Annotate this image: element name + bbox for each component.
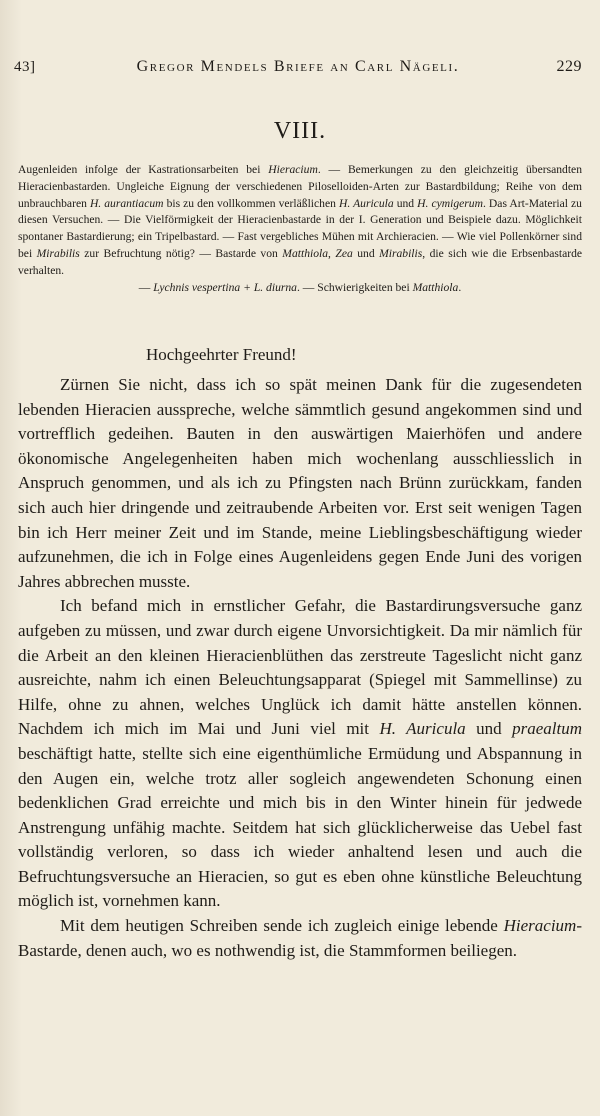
species-name: H. Auricula — [379, 719, 466, 739]
summary-text: zur Befruchtung nötig? — Bastarde von — [79, 246, 283, 260]
letter-number: 43] — [14, 59, 36, 75]
paragraph-text: -Bastarde, denen auch, wo es nothwendig ist, die Stammformen beiliegen. — [18, 916, 582, 960]
summary-text: , — [328, 246, 336, 260]
page-number: 229 — [556, 58, 582, 75]
summary-text: und — [352, 246, 380, 260]
paragraph-1: Zürnen Sie nicht, dass ich so spät meinen Dank für die zugesendeten lebenden Hieracien ausspreche, welche sämmtlich gesund angekommen sind und vortrefflich gedeihen. Bauten in den auswärtigen Maierhöfen und andere ökonomische Angelegenheiten haben mich wochenlang ausschliesslich in Anspruch genommen, und als ich zu Pfingsten nach Brünn zurückkam, fanden sich auch hier dringende und zeitraubende Arbeiten vor. Erst seit wenigen Tagen bin ich Herr meiner Zeit und im Stande, meine Lieblingsbeschäftigung wieder aufzunehmen, die ich in Folge eines Augenleidens gegen Ende Juni des vorigen Jahres abbrechen musste. — [18, 375, 582, 591]
summary-italic: Matthiola — [412, 280, 459, 294]
summary-italic: Mirabilis — [36, 246, 80, 260]
summary-text: . — Bemerkungen zu den gleichzeitig übersandten Hieracienbastarden. Ungleiche Eignung der verschiedenen Piloselloiden-Arten zur Bastardbildung; Reihe von dem unbrauchbaren — [18, 163, 582, 210]
paragraph-text: beschäftigt hatte, stellte sich eine eigenthümliche Ermüdung und Abspannung in den Augen ein, welche trotz aller sogleich angewendeten Schonung einen bedenklichen Grad erreichte und mich bis in den Winter hinein für jedwede Anstrengung unfähig machte. Seitdem hat sich glücklicherweise das Uebel fast vollständig verloren, so dass ich wieder anhaltend lesen und auch die Befruchtungsversuche an Hieracien, so gut es eben ohne künstliche Beleuchtung möglich ist, vornehmen kann. — [18, 743, 582, 911]
summary-text: bis zu den vollkommen verläßlichen — [163, 196, 339, 210]
summary-text: . Das Art-Material zu diesen Versuchen. — Die Vielförmigkeit der Hieracienbastarde in der I. Generation und Beispiele dazu. Möglichkeit spontaner Bastardierung; ein Tripelbastard. — Fast vergebliches Mühen mit Archieracien. — Wie viel Pollenkörner sind bei — [18, 196, 582, 260]
species-name: praealtum — [512, 719, 583, 739]
summary-italic: Hieracium — [268, 163, 318, 176]
summary-text: . — [458, 280, 462, 294]
summary-italic: Matthiola — [282, 246, 329, 260]
summary-italic: H. cymigerum — [417, 196, 483, 210]
running-title: Gregor Mendels Briefe an Carl Nägeli. — [136, 58, 460, 75]
running-header — [14, 58, 582, 82]
summary-italic: H. aurantiacum — [89, 196, 164, 210]
paragraph-text: Ich befand mich in ernstlicher Gefahr, die Bastardirungsversuche ganz aufgeben zu müssen, und zwar durch eigene Unvorsichtigkeit. Da mir nämlich für die Arbeit an den kleinen Hieracienblüthen das zerstreute Tageslicht nicht ganz ausreichte, nahm ich einen Beleuchtungsapparat (Spiegel mit Sammellinse) zu Hilfe, ohne zu ahnen, welches Unglück ich damit hätte anstellen können. Nachdem ich mich im Mai und Juni viel mit — [18, 596, 582, 739]
summary-italic: H. Auricula — [338, 196, 394, 210]
summary-italic: Lychnis vespertina + L. diurna — [153, 280, 297, 294]
paragraph-2 — [18, 594, 582, 914]
letter-body — [18, 373, 582, 963]
paragraph-text: und — [465, 719, 513, 739]
summary-text: . — Schwierigkeiten bei — [296, 280, 413, 294]
chapter-title: VIII. — [273, 118, 327, 144]
summary-italic: Mirabilis — [379, 246, 423, 260]
summary-body — [18, 162, 582, 280]
salutation: Hochgeehrter Freund! — [146, 345, 297, 364]
paragraph-3 — [18, 914, 582, 963]
summary-text: Augenleiden infolge der Kastrationsarbeiten bei — [18, 163, 269, 176]
summary-italic: Zea — [335, 246, 353, 260]
summary-text: und — [393, 196, 418, 210]
summary-text: , die sich wie die Erbsenbastarde verhalten. — [18, 246, 583, 277]
chapter-summary — [18, 162, 582, 296]
paragraph-text: Mit dem heutigen Schreiben sende ich zugleich einige lebende — [60, 916, 504, 936]
summary-last-line: — Lychnis vespertina + L. diurna. — Schwierigkeiten bei Matthiola. — [138, 280, 462, 294]
genus-name: Hieracium — [503, 916, 577, 936]
